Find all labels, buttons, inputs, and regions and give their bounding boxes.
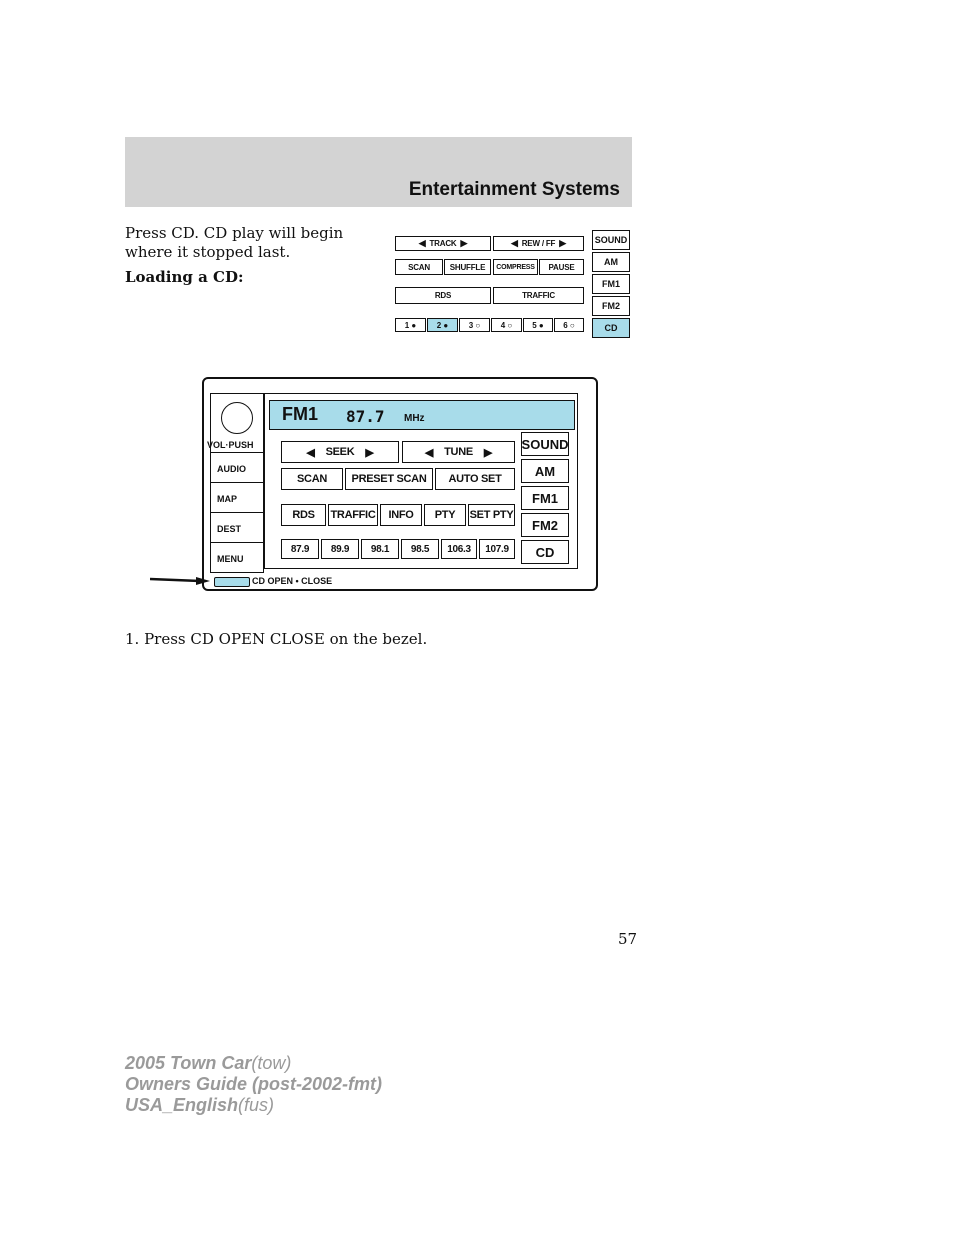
right-arrow-icon: ▶ (483, 446, 493, 459)
intro-paragraph: Press CD. CD play will begin where it stopped last. (125, 224, 344, 261)
preset-scan-button[interactable]: PRESET SCAN (345, 468, 433, 490)
traffic-button[interactable]: TRAFFIC (328, 504, 378, 526)
preset-button-2[interactable]: 89.9 (321, 539, 359, 559)
seek-label: SEEK (325, 446, 355, 458)
scan-button[interactable]: SCAN (281, 468, 343, 490)
footer-guide: Owners Guide (post-2002-fmt) (125, 1074, 383, 1094)
fm2-button[interactable]: FM2 (521, 513, 569, 537)
auto-set-button[interactable]: AUTO SET (435, 468, 515, 490)
vol-push-label: VOL·PUSH (207, 440, 254, 450)
rds-button[interactable]: RDS (281, 504, 326, 526)
filled-dot-icon: ● (443, 320, 449, 330)
footer-model: 2005 Town Car (125, 1053, 252, 1073)
mini-sound-button[interactable]: SOUND (592, 230, 630, 250)
preset-button-4[interactable]: 98.5 (401, 539, 439, 559)
filled-dot-icon: ● (411, 320, 417, 330)
footer-language-tag: (fus) (238, 1095, 275, 1115)
mini-preset-3[interactable]: 3 ○ (459, 318, 490, 332)
filled-dot-icon: ● (538, 320, 544, 330)
cd-open-close-button[interactable] (214, 577, 250, 587)
mini-shuffle-button[interactable]: SHUFFLE (444, 259, 491, 275)
tune-button[interactable] (402, 441, 515, 463)
divider (211, 512, 263, 513)
loading-heading: Loading a CD: (125, 268, 244, 286)
page-number: 57 (618, 930, 638, 948)
mini-preset-6[interactable]: 6 ○ (554, 318, 584, 332)
mini-rds-button[interactable]: RDS (395, 287, 491, 304)
menu-button[interactable]: MENU (217, 554, 244, 564)
dest-button[interactable]: DEST (217, 524, 242, 534)
mini-am-button[interactable]: AM (592, 252, 630, 272)
left-arrow-icon: ◀ (424, 446, 434, 459)
mini-traffic-button[interactable]: TRAFFIC (493, 287, 584, 304)
rew-ff-label: REW / FF (521, 239, 556, 248)
radio-screen (264, 393, 578, 569)
audio-button[interactable]: AUDIO (217, 464, 246, 474)
map-button[interactable]: MAP (217, 494, 237, 504)
left-control-column (207, 393, 264, 573)
mini-preset-2[interactable]: 2 ● (427, 318, 458, 332)
display-unit: MHz (404, 413, 425, 424)
lcd-display (269, 400, 575, 430)
track-label: TRACK (429, 239, 457, 248)
divider (211, 542, 263, 543)
section-title: Entertainment Systems (408, 179, 620, 200)
mini-fm2-button[interactable]: FM2 (592, 296, 630, 316)
mini-cd-button[interactable]: CD (592, 318, 630, 338)
rew-ff-button[interactable] (493, 236, 584, 251)
divider (211, 452, 263, 453)
empty-dot-icon: ○ (569, 320, 575, 330)
empty-dot-icon: ○ (475, 320, 481, 330)
display-band: FM1 (282, 404, 318, 424)
mini-preset-1[interactable]: 1 ● (395, 318, 426, 332)
sound-button[interactable]: SOUND (521, 432, 569, 456)
mini-control-panel (395, 230, 632, 338)
left-arrow-icon: ◀ (510, 238, 518, 248)
right-arrow-icon: ▶ (559, 238, 567, 248)
cd-button[interactable]: CD (521, 540, 569, 564)
step-1-text: 1. Press CD OPEN CLOSE on the bezel. (125, 630, 428, 648)
mini-compress-button[interactable]: COMPRESS (493, 259, 538, 275)
info-button[interactable]: INFO (380, 504, 422, 526)
footer-language: USA_English (125, 1095, 239, 1115)
seek-button[interactable] (281, 441, 399, 463)
footer-model-tag: (tow) (251, 1053, 292, 1073)
mini-preset-4[interactable]: 4 ○ (491, 318, 522, 332)
volume-knob[interactable] (221, 402, 253, 434)
header-band (125, 137, 632, 207)
mini-preset-5[interactable]: 5 ● (523, 318, 553, 332)
left-arrow-icon: ◀ (418, 238, 426, 248)
display-frequency: 87.7 (346, 407, 385, 426)
tune-label: TUNE (444, 446, 473, 458)
left-arrow-icon: ◀ (306, 446, 315, 459)
set-pty-button[interactable]: SET PTY (468, 504, 515, 526)
am-button[interactable]: AM (521, 459, 569, 483)
preset-button-3[interactable]: 98.1 (361, 539, 399, 559)
fm1-button[interactable]: FM1 (521, 486, 569, 510)
mini-pause-button[interactable]: PAUSE (539, 259, 584, 275)
radio-bezel (202, 377, 598, 591)
preset-button-5[interactable]: 106.3 (441, 539, 477, 559)
preset-button-6[interactable]: 107.9 (479, 539, 515, 559)
pointer-arrow-icon (150, 577, 210, 585)
track-button[interactable] (395, 236, 491, 251)
cd-open-close-label: CD OPEN • CLOSE (252, 576, 333, 586)
divider (211, 482, 263, 483)
pty-button[interactable]: PTY (424, 504, 466, 526)
empty-dot-icon: ○ (507, 320, 513, 330)
mini-fm1-button[interactable]: FM1 (592, 274, 630, 294)
mini-scan-button[interactable]: SCAN (395, 259, 443, 275)
preset-button-1[interactable]: 87.9 (281, 539, 319, 559)
right-arrow-icon: ▶ (460, 238, 468, 248)
footer (125, 1053, 382, 1116)
right-arrow-icon: ▶ (365, 446, 374, 459)
